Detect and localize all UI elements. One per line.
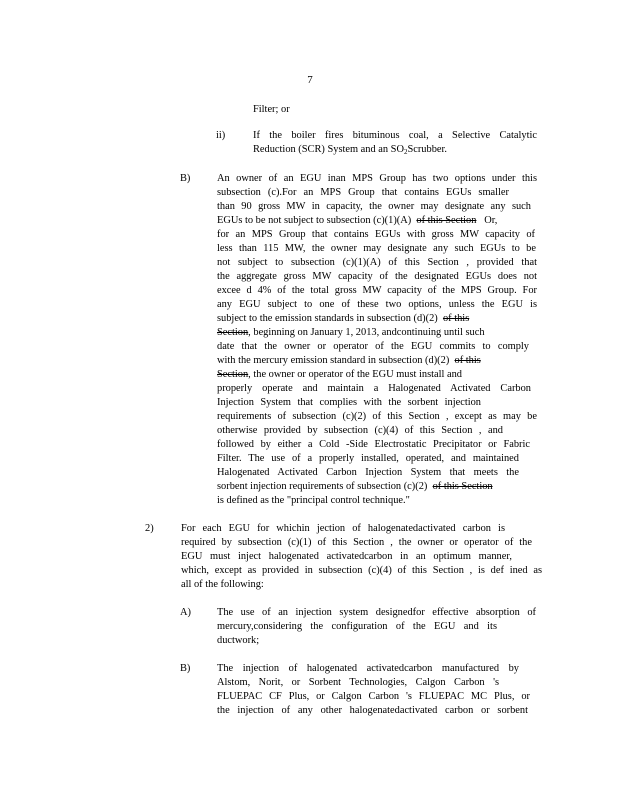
item-ii-line-1: If the boiler fires bituminous coal, a Selective Catalytic: [253, 130, 537, 141]
item-b-line-2: subsection (c).For an MPS Group that contains EGUs smaller: [217, 187, 509, 198]
item-b-line-11: subject to the emission standards in subsection (d)(2) of this: [217, 313, 470, 324]
item-b-line-17: Injection System that complies with the sorbent injection: [217, 397, 481, 408]
item-b-line-23: sorbent injection requirements of subsection (c)(2) of this Section: [217, 481, 493, 492]
item-b-line-24: is defined as the "principal control technique.": [217, 495, 410, 506]
item-2-line-4: which, except as provided in subsection (c)(4) of this Section , is def ined as: [181, 565, 542, 576]
item-2a-label: A): [180, 607, 191, 618]
item-b-line-4: EGUs to be not subject to subsection (c)(1)(A) of this Section Or,: [217, 215, 498, 226]
struck-text: Section: [217, 327, 249, 338]
item-2-line-3: EGU must inject halogenated activatedcarbon in an optimum manner,: [181, 551, 512, 562]
item-b-line-20: followed by either a Cold -Side Electrostatic Precipitator or Fabric: [217, 439, 530, 450]
item-b-line-9: excee d 4% of the total gross MW capacity of the MPS Group. For: [217, 285, 537, 296]
item-2b-line-4: the injection of any other halogenatedactivated carbon or sorbent: [217, 705, 528, 716]
item-b-line-1: An owner of an EGU inan MPS Group has two options under this: [217, 173, 537, 184]
struck-text: of this: [442, 313, 470, 324]
item-b-line-22: Halogenated Activated Carbon Injection System that meets the: [217, 467, 519, 478]
item-2-line-1: For each EGU for whichin jection of halogenatedactivated carbon is: [181, 523, 505, 534]
item-b-line-12: Section, beginning on January 1, 2013, andcontinuing until such: [217, 327, 485, 338]
item-b-line-13: date that the owner or operator of the EGU commits to comply: [217, 341, 529, 352]
item-2-label: 2): [145, 523, 154, 534]
item-2b-line-2: Alstom, Norit, or Sorbent Technologies, Calgon Carbon 's: [217, 677, 499, 688]
struck-text: of this Section: [416, 215, 477, 226]
struck-text: Section: [217, 369, 249, 380]
item-2b-line-3: FLUEPAC CF Plus, or Calgon Carbon 's FLUEPAC MC Plus, or: [217, 691, 530, 702]
item-b-line-14: with the mercury emission standard in subsection (d)(2) of this: [217, 355, 481, 366]
item-b-line-16: properly operate and maintain a Halogenated Activated Carbon: [217, 383, 531, 394]
item-b-line-8: the aggregate gross MW capacity of the designated EGUs does not: [217, 271, 537, 282]
item-b-line-6: less than 115 MW, the owner may designate any such EGUs to be: [217, 243, 536, 254]
item-2b-line-1: The injection of halogenated activatedcarbon manufactured by: [217, 663, 519, 674]
item-i-continuation: Filter; or: [253, 104, 290, 115]
struck-text: of this: [454, 355, 481, 366]
item-b-line-21: Filter. The use of a properly installed, operated, and maintained: [217, 453, 519, 464]
so2-subscript: 2: [403, 148, 408, 156]
item-b-line-15: Section, the owner or operator of the EGU must install and: [217, 369, 462, 380]
item-b-line-7: not subject to subsection (c)(1)(A) of this Section , provided that: [217, 257, 537, 268]
item-2-line-5: all of the following:: [181, 579, 264, 590]
item-b-label: B): [180, 173, 191, 184]
page-number: 7: [307, 74, 313, 86]
item-b-line-3: than 90 gross MW in capacity, the owner may designate any such: [217, 201, 531, 212]
item-ii-line-2: Reduction (SCR) System and an $SO_2Scrubber$.: [253, 144, 447, 156]
item-2b-label: B): [180, 663, 191, 674]
item-b-line-18: requirements of subsection (c)(2) of this Section , except as may be: [217, 411, 537, 422]
item-b-line-19: otherwise provided by subsection (c)(4) of this Section , and: [217, 425, 503, 436]
item-2a-line-3: ductwork;: [217, 635, 260, 646]
item-b-line-5: for an MPS Group that contains EGUs with gross MW capacity of: [217, 229, 535, 240]
item-2-line-2: required by subsection (c)(1) of this Section , the owner or operator of the: [181, 537, 532, 548]
item-b-line-10: any EGU subject to one of these two options, unless the EGU is: [217, 299, 537, 310]
struck-text: of this Section: [432, 481, 493, 492]
item-2a-line-1: The use of an injection system designedfor effective absorption of: [217, 607, 536, 618]
item-2a-line-2: mercury,considering the configuration of the EGU and its: [217, 621, 497, 632]
item-ii-label: ii): [216, 130, 226, 141]
